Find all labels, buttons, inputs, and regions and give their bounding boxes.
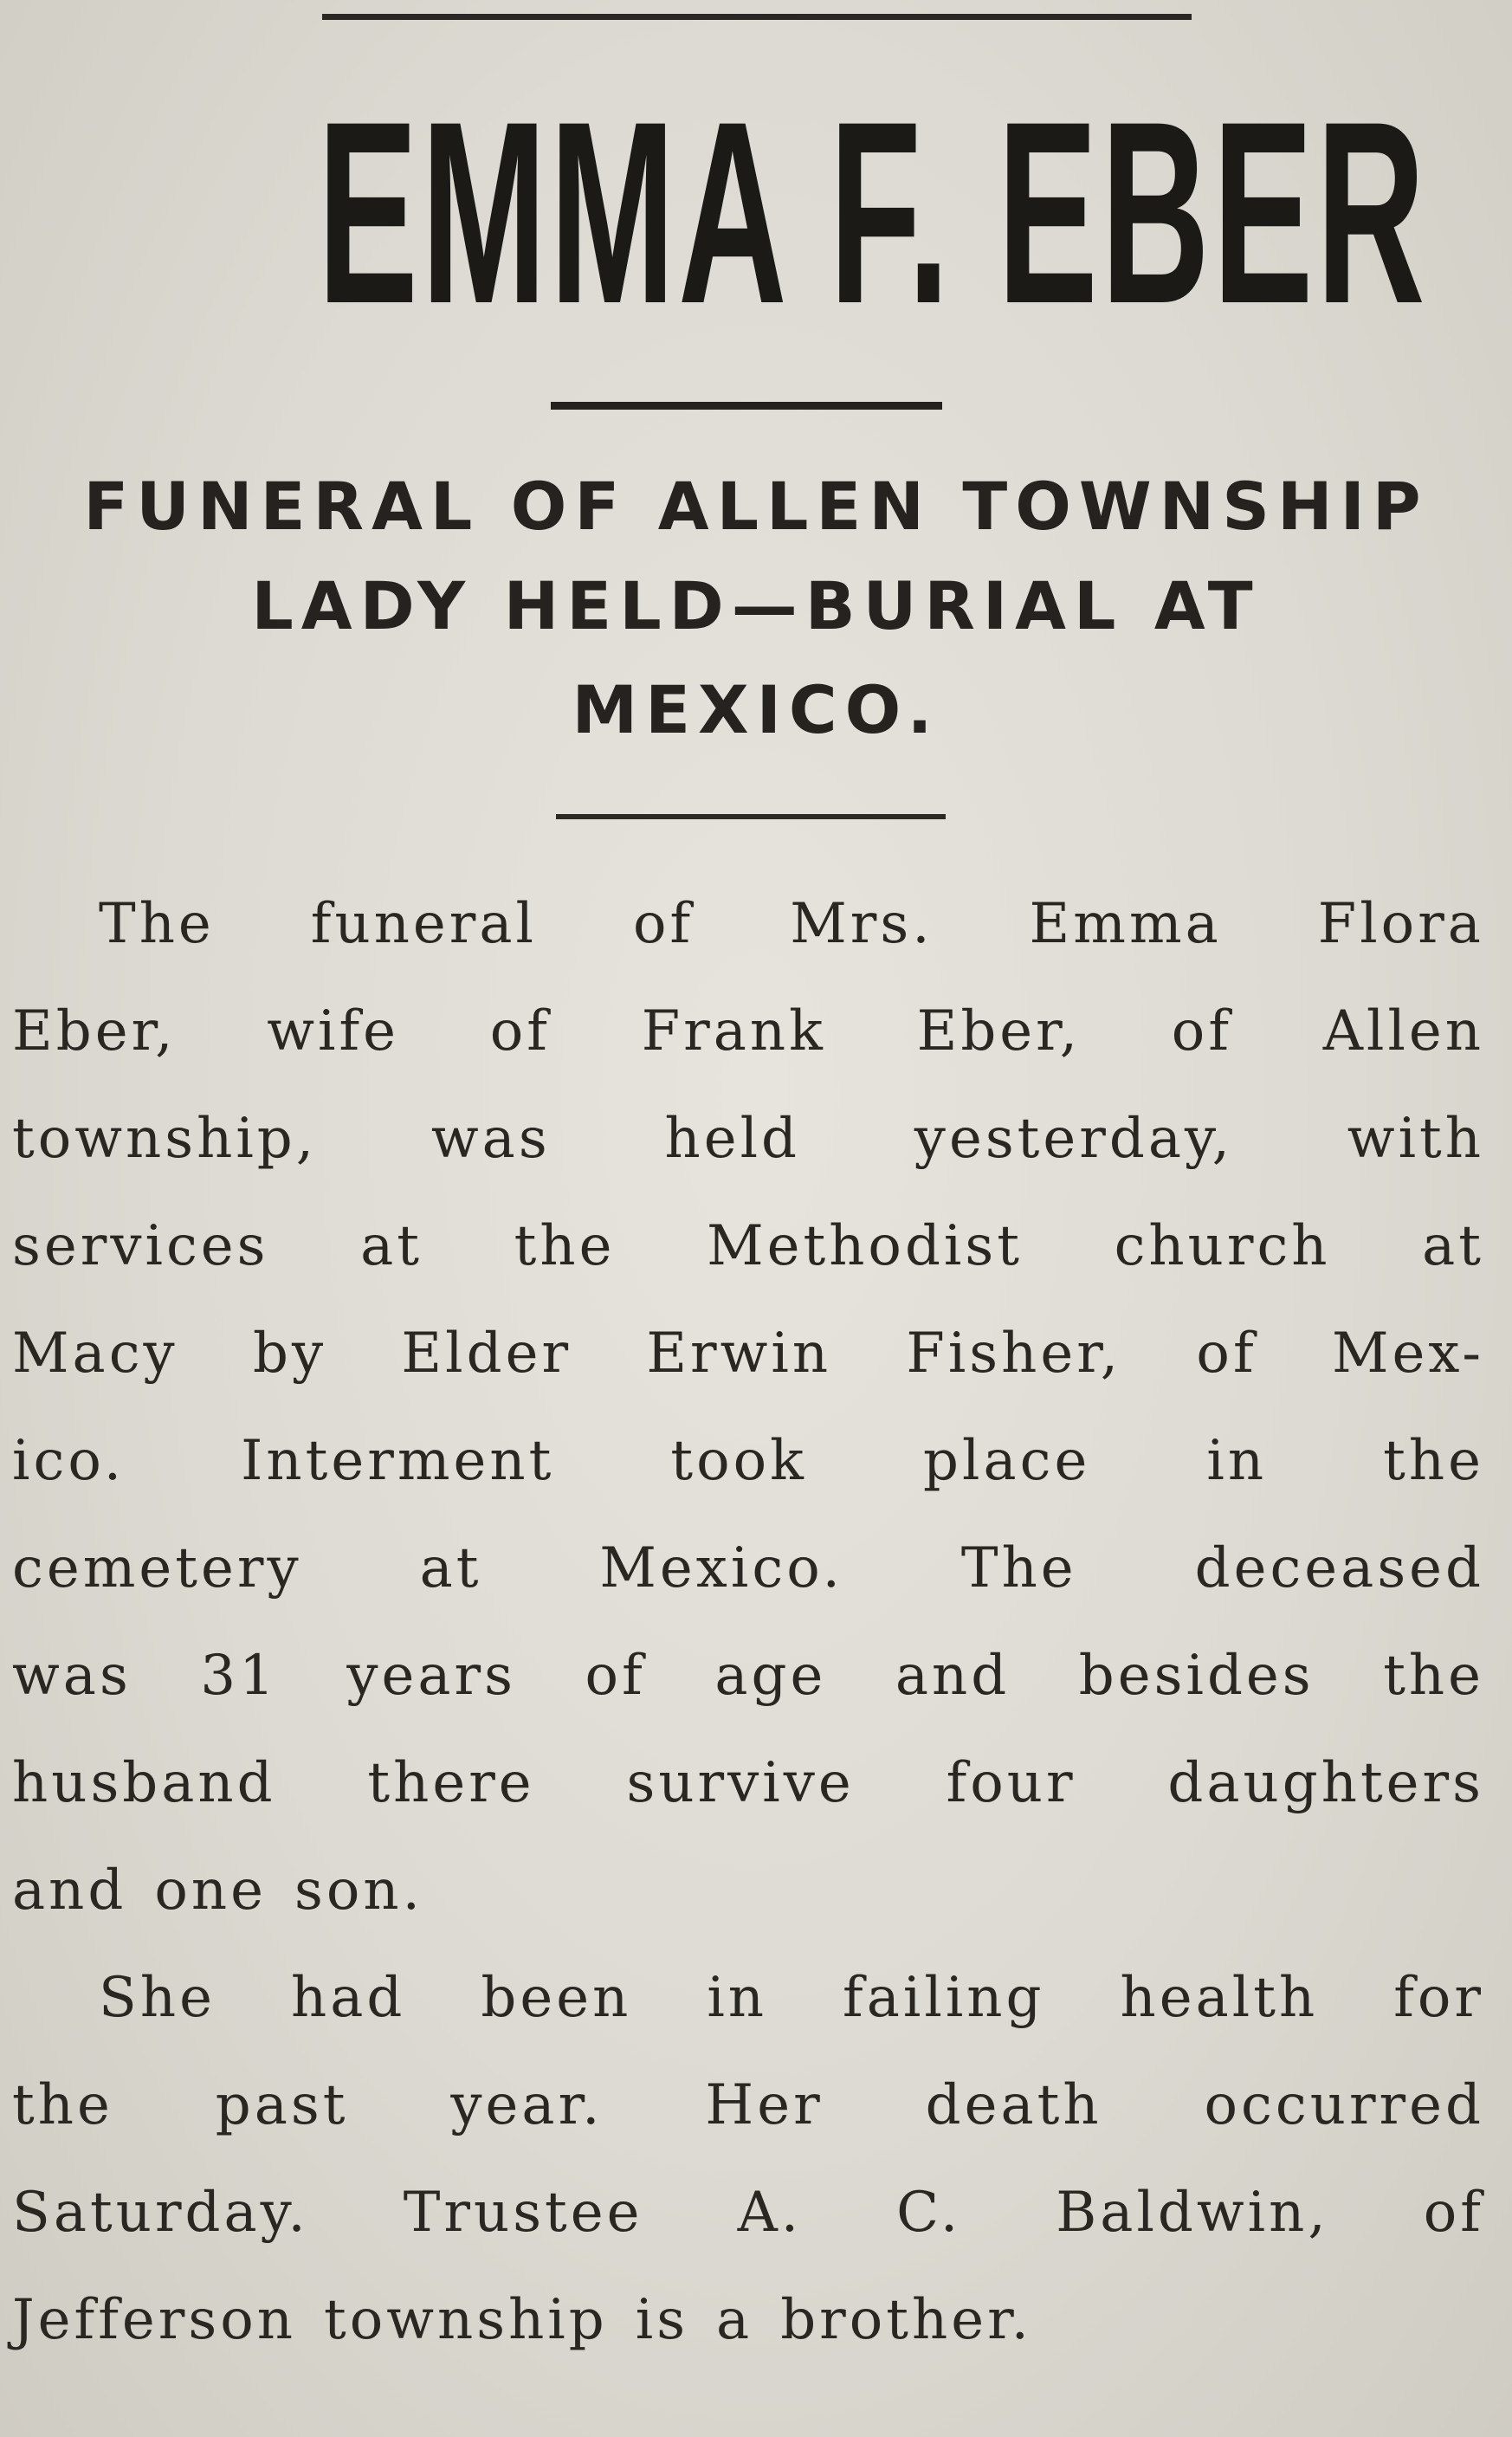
paragraph-line: husband there survive four daughters <box>12 1751 1484 1815</box>
paragraph-line: Saturday. Trustee A. C. Baldwin, of <box>12 2181 1484 2245</box>
paragraph-line: Eber, wife of Frank Eber, of Allen <box>12 999 1484 1063</box>
subheadline-line-1: FUNERAL OF ALLEN TOWNSHIP <box>83 468 1429 545</box>
paragraph-line: and one son. <box>12 1858 423 1923</box>
paragraph-line: the past year. Her death occurred <box>12 2073 1484 2137</box>
subheadline-line-2: LADY HELD—BURIAL AT <box>251 567 1261 644</box>
paragraph-line: was 31 years of age and besides the <box>12 1644 1484 1708</box>
paragraph-line: ico. Interment took place in the <box>12 1429 1484 1493</box>
headline-divider <box>551 402 942 410</box>
paragraph-line: township, was held yesterday, with <box>12 1107 1484 1171</box>
paragraph-line: Macy by Elder Erwin Fisher, of Mex- <box>12 1322 1484 1386</box>
subheadline-divider <box>556 814 946 819</box>
paragraph-line: services at the Methodist church at <box>12 1214 1484 1278</box>
headline: EMMA F. EBER <box>317 67 1429 358</box>
paragraph-line: Jefferson township is a brother. <box>12 2288 1032 2352</box>
top-rule <box>322 14 1192 20</box>
paragraph-line: The funeral of Mrs. Emma Flora <box>99 892 1484 956</box>
subheadline-line-3: MEXICO. <box>572 671 940 748</box>
paragraph-line: She had been in failing health for <box>99 1966 1484 2030</box>
paragraph-line: cemetery at Mexico. The deceased <box>12 1536 1484 1600</box>
